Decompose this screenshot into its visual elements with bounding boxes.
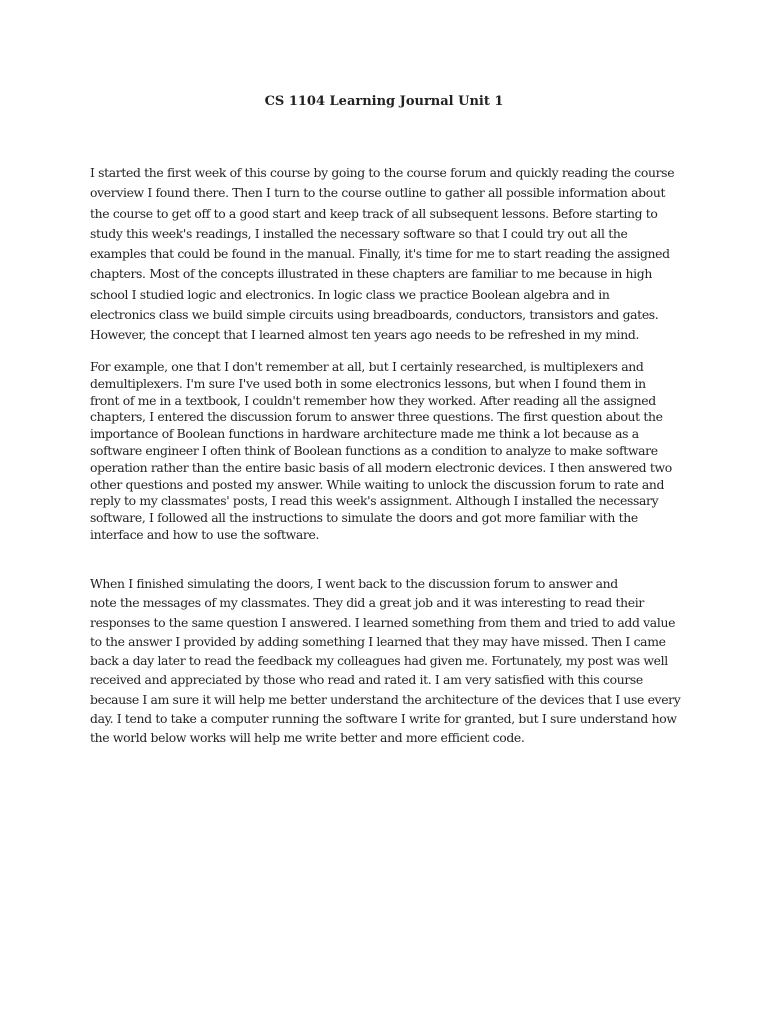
paragraph-line: back a day later to read the feedback my colleagues had given me. Fortunately, my post was well — [90, 653, 668, 669]
paragraph-line: I started the first week of this course by going to the course forum and quickly reading the course — [90, 165, 675, 180]
paragraph-line: operation rather than the entire basic basis of all modern electronic devices. I then answered two — [90, 459, 672, 475]
paragraph-3 — [90, 574, 680, 748]
paragraph-line: However, the concept that I learned almost ten years ago needs to be refreshed in my mind. — [90, 327, 640, 343]
paragraph-line: because I am sure it will help me better understand the architecture of the devices that I use every — [90, 691, 681, 707]
paragraph-line: to the answer I provided by adding something I learned that they may have missed. Then I came — [90, 633, 666, 649]
paragraph-line: the course to get off to a good start and keep track of all subsequent lessons. Before starting to — [90, 205, 658, 221]
paragraph-line: chapters. Most of the concepts illustrated in these chapters are familiar to me because in high — [90, 266, 653, 282]
paragraph-line: software, I followed all the instructions to simulate the doors and got more familiar with the — [90, 510, 638, 526]
paragraph-1 — [90, 163, 680, 346]
paragraph-line: reply to my classmates' posts, I read this week's assignment. Although I installed the necessary — [90, 493, 659, 509]
paragraph-line: software engineer I often think of Boolean functions as a condition to analyze to make software — [90, 442, 658, 458]
paragraph-line: demultiplexers. I'm sure I've used both in some electronics lessons, but when I found them in — [90, 375, 646, 391]
paragraph-line: For example, one that I don't remember at all, but I certainly researched, is multiplexers and — [90, 359, 644, 374]
paragraph-line: note the messages of my classmates. They did a great job and it was interesting to read their — [90, 595, 644, 611]
paragraph-line: day. I tend to take a computer running the software I write for granted, but I sure understand how — [90, 711, 677, 727]
paragraph-line: received and appreciated by those who read and rated it. I am very satisfied with this course — [90, 672, 643, 688]
paragraph-line: the world below works will help me write better and more efficient code. — [90, 730, 525, 746]
paragraph-line: school I studied logic and electronics. In logic class we practice Boolean algebra and in — [90, 286, 610, 302]
paragraph-line: chapters, I entered the discussion forum to answer three questions. The first question about the — [90, 409, 663, 425]
paragraph-2 — [90, 359, 680, 544]
paragraph-line: examples that could be found in the manual. Finally, it's time for me to start reading the assigned — [90, 246, 670, 262]
paragraph-line: When I finished simulating the doors, I went back to the discussion forum to answer and — [90, 576, 618, 591]
paragraph-line: other questions and posted my answer. While waiting to unlock the discussion forum to rate and — [90, 476, 665, 492]
paragraph-line: study this week's readings, I installed the necessary software so that I could try out all the — [90, 225, 628, 241]
paragraph-line: front of me in a textbook, I couldn't remember how they worked. After reading all the assigned — [90, 392, 656, 408]
paragraph-line: importance of Boolean functions in hardware architecture made me think a lot because as a — [90, 426, 639, 442]
paragraph-line: responses to the same question I answered. I learned something from them and tried to add value — [90, 614, 676, 630]
paragraph-line: overview I found there. Then I turn to the course outline to gather all possible information about — [90, 185, 666, 201]
paragraph-line: electronics class we build simple circuits using breadboards, conductors, transistors and gates. — [90, 307, 659, 323]
document-title: CS 1104 Learning Journal Unit 1 — [264, 94, 504, 109]
paragraph-line: interface and how to use the software. — [90, 526, 320, 542]
